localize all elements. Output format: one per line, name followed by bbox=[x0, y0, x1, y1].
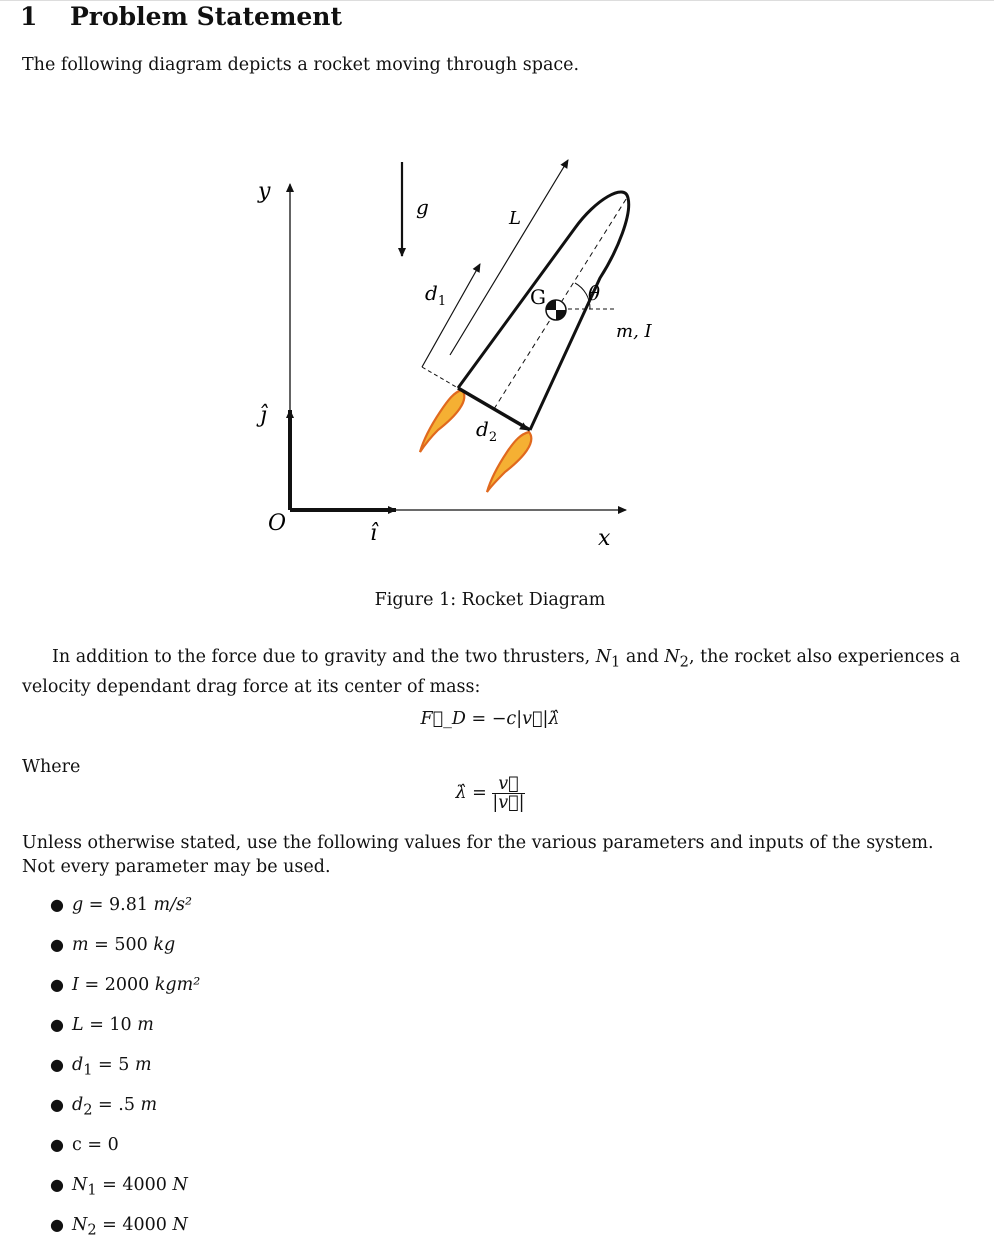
section-heading bbox=[20, 2, 342, 31]
values-intro: Unless otherwise stated, use the following values for the various parameters and inputs of the system. Not every parameter may be used. bbox=[22, 833, 934, 877]
mass-inertia-label: m, I bbox=[616, 321, 652, 342]
i-hat-label: î bbox=[370, 521, 378, 546]
theta-label: θ bbox=[588, 281, 601, 305]
list-item: ● $N_1 = 4000$ N bbox=[50, 1175, 188, 1199]
rocket-body bbox=[458, 192, 629, 430]
drag-paragraph: In addition to the force due to gravity and the two thrusters, $N_1$ and $N_2$, the rocket also experiences a velocity dependant drag force at its center of mass: bbox=[22, 647, 961, 697]
list-item: ● I = 2000 kgm² bbox=[50, 975, 201, 995]
figure-caption: Figure 1: Rocket Diagram bbox=[374, 590, 606, 610]
list-item: ● g = 9.81 m/s² bbox=[50, 895, 193, 915]
d2-label: $d_2$ bbox=[476, 417, 498, 445]
lambda-denominator: |v⃗| bbox=[492, 793, 525, 813]
intro-text: The following diagram depicts a rocket moving through space. bbox=[22, 55, 580, 75]
drag-equation: F⃗_D = −c|v⃗|λ̂ bbox=[420, 709, 560, 729]
section-title: Problem Statement bbox=[70, 2, 343, 31]
heading-rule bbox=[0, 0, 994, 1]
origin-label: O bbox=[268, 511, 287, 536]
where-label: Where bbox=[22, 757, 81, 777]
list-item: ● $d_1 = 5$ m bbox=[50, 1055, 152, 1079]
center-of-mass-symbol bbox=[546, 300, 566, 320]
gravity-label: g bbox=[416, 195, 429, 219]
x-axis-label: x bbox=[598, 526, 611, 551]
lambda-equation: λ̂ = $\frac{v⃗}{|v⃗|}$ bbox=[455, 774, 525, 813]
center-of-mass-label: G bbox=[530, 285, 546, 309]
flame-left bbox=[420, 390, 464, 452]
list-item: ● L = 10 m bbox=[50, 1015, 154, 1035]
d1-extension bbox=[422, 367, 458, 388]
j-hat-label: ĵ bbox=[260, 403, 267, 428]
y-axis-label: y bbox=[258, 179, 271, 204]
d1-dimension bbox=[422, 264, 480, 367]
list-item: ● $d_2 = .5$ m bbox=[50, 1095, 158, 1119]
rocket-diagram bbox=[0, 150, 994, 560]
list-item: ● $N_2 = 4000$ N bbox=[50, 1215, 188, 1239]
list-item: ● c = 0 bbox=[50, 1135, 119, 1155]
section-number: 1 bbox=[20, 2, 38, 31]
lambda-numerator: v⃗ bbox=[492, 775, 524, 794]
length-label: L bbox=[509, 208, 521, 229]
list-item: ● m = 500 kg bbox=[50, 935, 176, 955]
d1-label: $d_1$ bbox=[425, 281, 447, 309]
